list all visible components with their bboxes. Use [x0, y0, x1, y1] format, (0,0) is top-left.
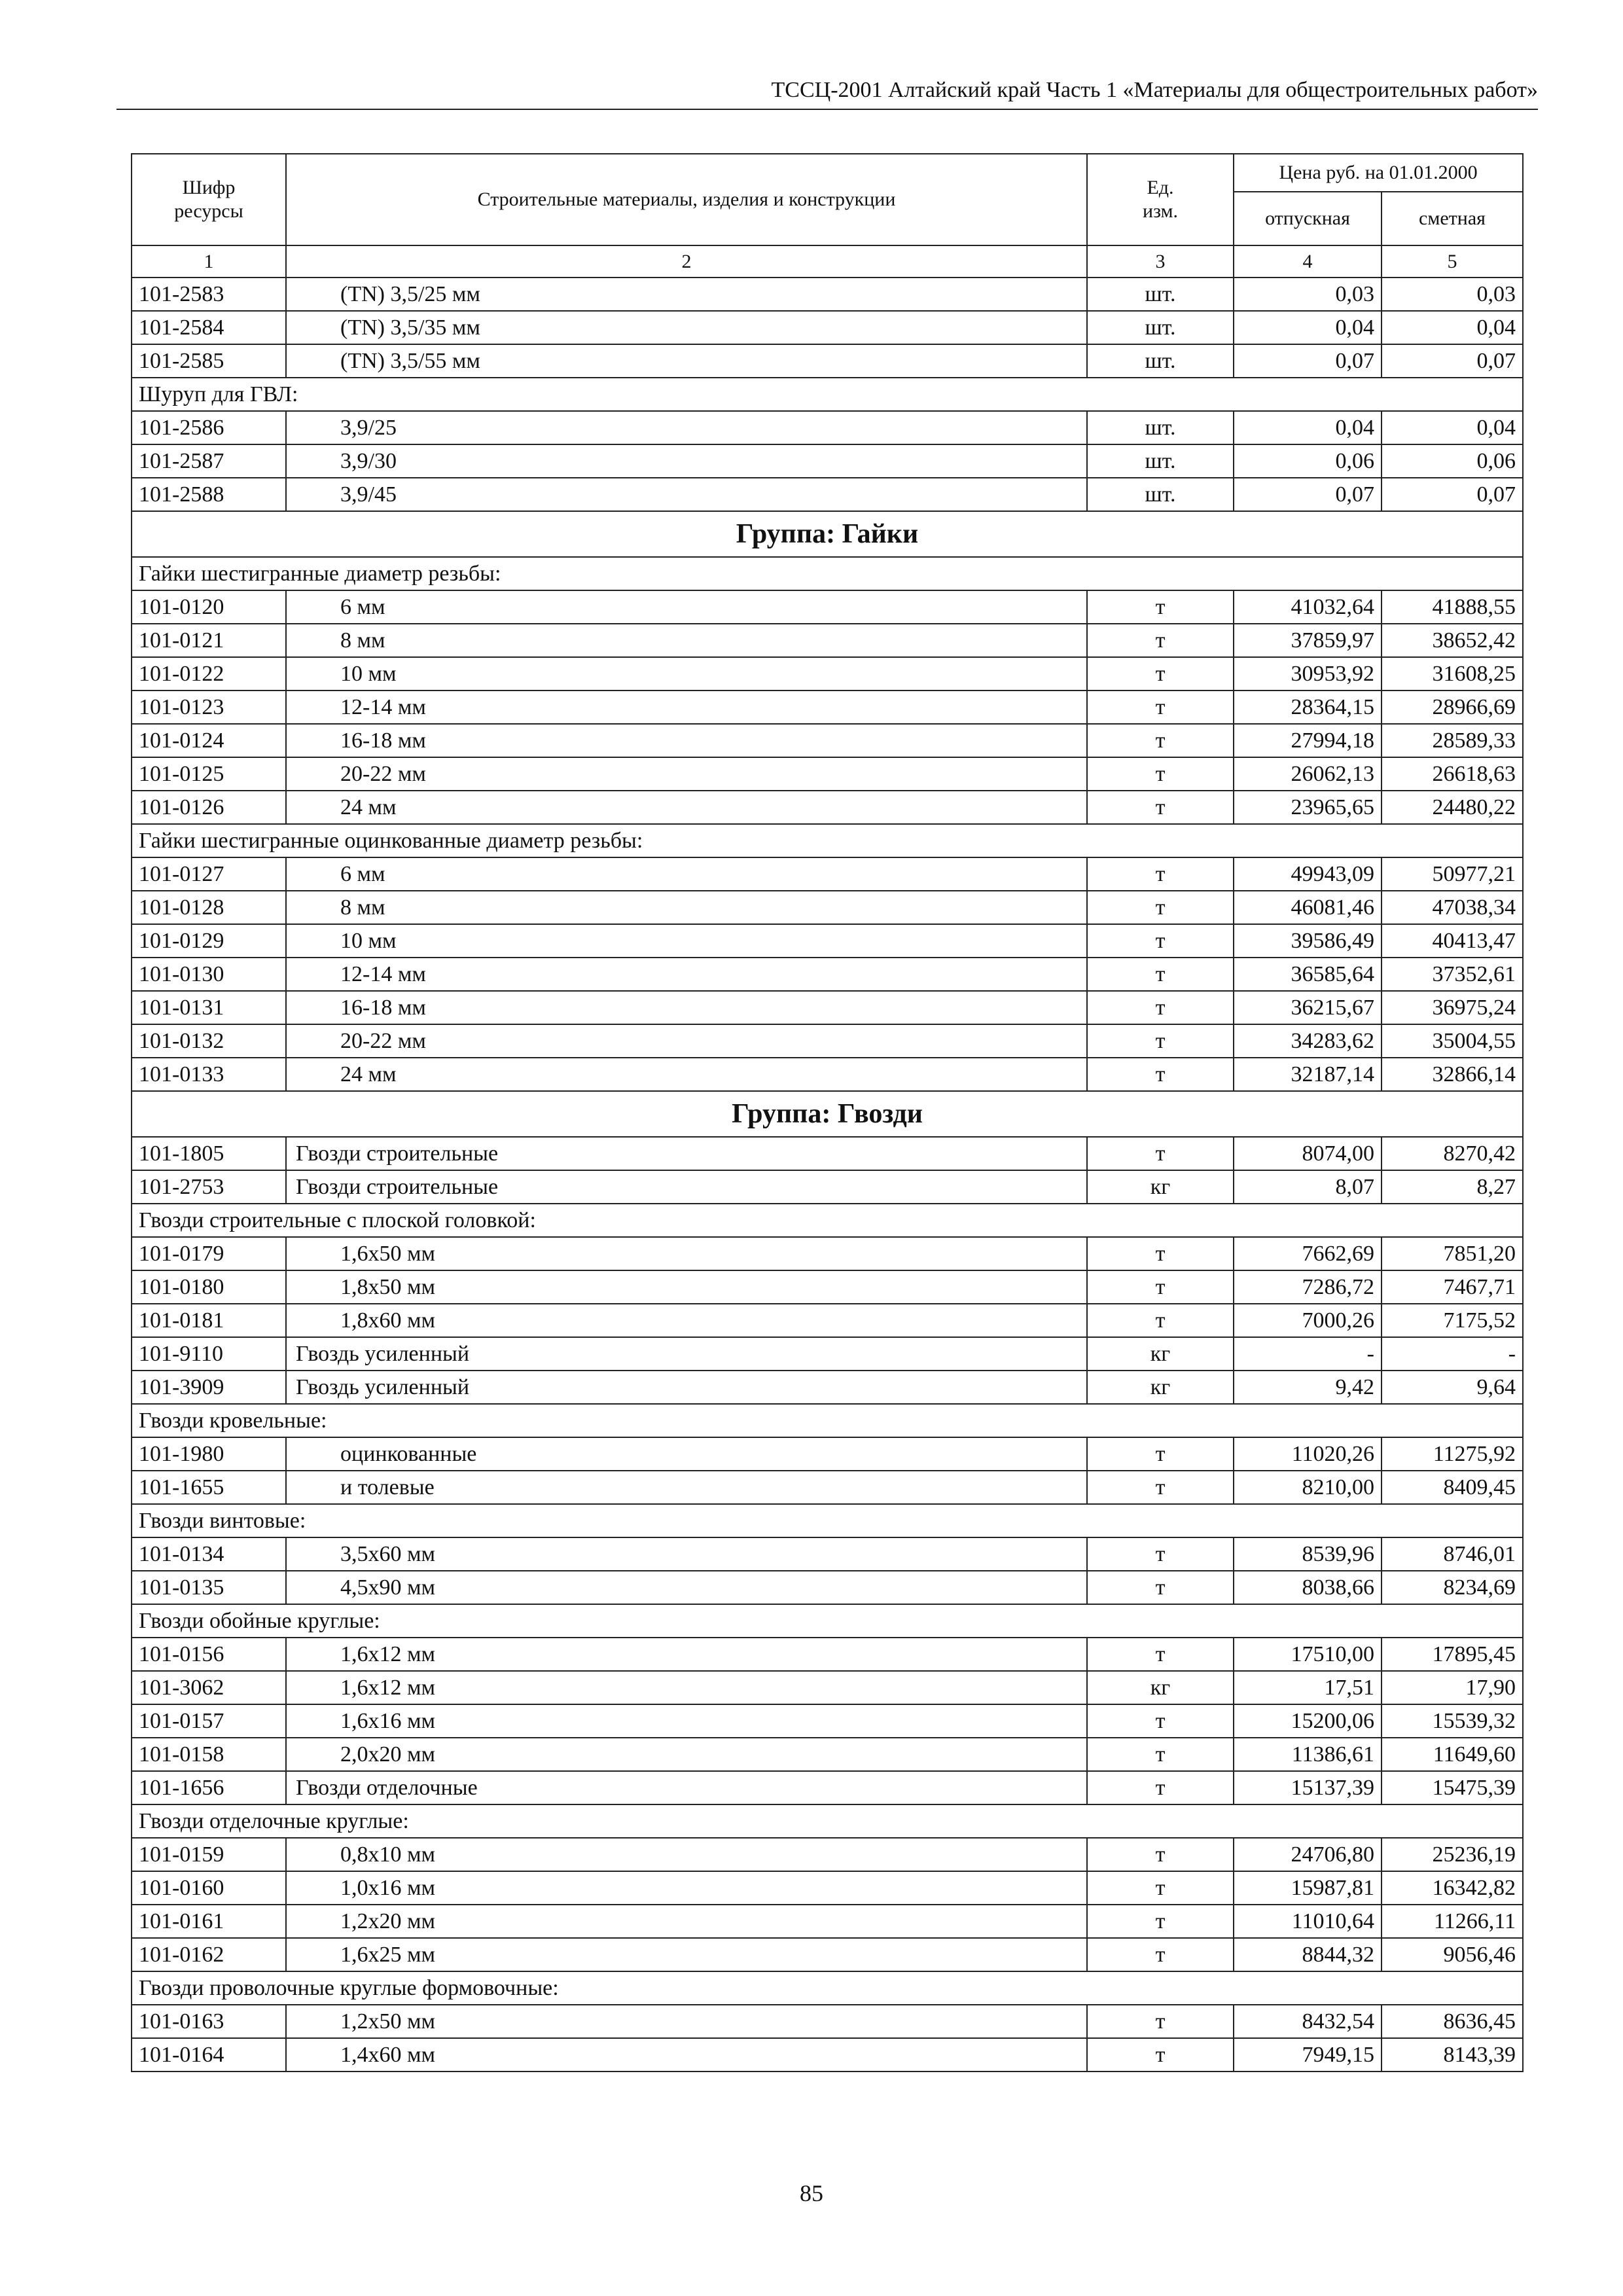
price-release-cell: 15987,81: [1234, 1871, 1382, 1905]
material-name: 1,6х16 мм: [286, 1704, 1087, 1738]
unit-cell: т: [1087, 991, 1234, 1024]
resource-code: 101-0121: [132, 624, 286, 657]
material-name: 1,2х20 мм: [286, 1905, 1087, 1938]
table-row: [132, 1371, 1523, 1404]
price-release-cell: 36585,64: [1234, 958, 1382, 991]
column-number: 3: [1087, 245, 1234, 278]
resource-code: 101-0128: [132, 891, 286, 924]
table-row: [132, 1304, 1523, 1337]
material-name: 1,0х16 мм: [286, 1871, 1087, 1905]
table-row: [132, 757, 1523, 791]
material-name: оцинкованные: [286, 1437, 1087, 1471]
price-release-cell: 0,07: [1234, 344, 1382, 378]
resource-code: 101-2753: [132, 1170, 286, 1204]
resource-code: 101-1655: [132, 1471, 286, 1504]
subheading-row: [132, 1604, 1523, 1638]
unit-cell: т: [1087, 791, 1234, 824]
price-estimate-cell: 15539,32: [1382, 1704, 1523, 1738]
price-estimate-cell: 38652,42: [1382, 624, 1523, 657]
price-estimate-cell: 11266,11: [1382, 1905, 1523, 1938]
table-row: [132, 2038, 1523, 2072]
table-row: [132, 1905, 1523, 1938]
resource-code: 101-0132: [132, 1024, 286, 1058]
unit-cell: шт.: [1087, 311, 1234, 344]
price-estimate-cell: 8143,39: [1382, 2038, 1523, 2072]
resource-code: 101-0180: [132, 1270, 286, 1304]
header-unit: Ед. изм.: [1087, 154, 1234, 245]
unit-cell: т: [1087, 891, 1234, 924]
resource-code: 101-0179: [132, 1237, 286, 1270]
resource-code: 101-0164: [132, 2038, 286, 2072]
resource-code: 101-1980: [132, 1437, 286, 1471]
resource-code: 101-0126: [132, 791, 286, 824]
price-release-cell: 46081,46: [1234, 891, 1382, 924]
unit-cell: кг: [1087, 1671, 1234, 1704]
unit-cell: т: [1087, 1704, 1234, 1738]
running-header: ТССЦ-2001 Алтайский край Часть 1 «Материалы для общестроительных работ»: [116, 77, 1538, 110]
price-estimate-cell: -: [1382, 1337, 1523, 1371]
price-estimate-cell: 36975,24: [1382, 991, 1523, 1024]
resource-code: 101-2585: [132, 344, 286, 378]
material-name: Гвозди строительные: [286, 1170, 1087, 1204]
material-name: 12-14 мм: [286, 691, 1087, 724]
unit-cell: т: [1087, 2005, 1234, 2038]
unit-cell: т: [1087, 958, 1234, 991]
price-table: [131, 153, 1524, 2072]
resource-code: 101-0124: [132, 724, 286, 757]
price-estimate-cell: 28589,33: [1382, 724, 1523, 757]
material-name: (TN) 3,5/25 мм: [286, 278, 1087, 311]
table-row: [132, 1671, 1523, 1704]
subheading-label: Гвозди проволочные круглые формовочные:: [132, 1971, 1523, 2005]
price-estimate-cell: 0,07: [1382, 344, 1523, 378]
subheading-row: [132, 1204, 1523, 1237]
subheading-row: [132, 378, 1523, 411]
price-release-cell: 0,03: [1234, 278, 1382, 311]
table-row: [132, 891, 1523, 924]
price-release-cell: 8210,00: [1234, 1471, 1382, 1504]
group-row: [132, 511, 1523, 557]
price-release-cell: 7286,72: [1234, 1270, 1382, 1304]
price-estimate-cell: 31608,25: [1382, 657, 1523, 691]
resource-code: 101-0158: [132, 1738, 286, 1771]
unit-cell: т: [1087, 1237, 1234, 1270]
column-number: 1: [132, 245, 286, 278]
unit-cell: т: [1087, 857, 1234, 891]
unit-cell: шт.: [1087, 478, 1234, 511]
unit-cell: т: [1087, 1270, 1234, 1304]
material-name: 1,8х50 мм: [286, 1270, 1087, 1304]
table-row: [132, 857, 1523, 891]
material-name: 1,6х12 мм: [286, 1638, 1087, 1671]
price-estimate-cell: 8234,69: [1382, 1571, 1523, 1604]
table-row: [132, 1571, 1523, 1604]
table-row: [132, 1058, 1523, 1091]
header-price-release: отпускная: [1234, 192, 1382, 245]
subheading-label: Гвозди обойные круглые:: [132, 1604, 1523, 1638]
table-row: [132, 278, 1523, 311]
table-row: [132, 1024, 1523, 1058]
price-release-cell: 41032,64: [1234, 590, 1382, 624]
price-estimate-cell: 8409,45: [1382, 1471, 1523, 1504]
price-release-cell: 36215,67: [1234, 991, 1382, 1024]
material-name: Гвоздь усиленный: [286, 1337, 1087, 1371]
subheading-label: Гайки шестигранные диаметр резьбы:: [132, 557, 1523, 590]
price-release-cell: 7662,69: [1234, 1237, 1382, 1270]
header-code: Шифр ресурсы: [132, 154, 286, 245]
resource-code: 101-2583: [132, 278, 286, 311]
price-estimate-cell: 16342,82: [1382, 1871, 1523, 1905]
table-row: [132, 590, 1523, 624]
price-release-cell: 9,42: [1234, 1371, 1382, 1404]
resource-code: 101-2584: [132, 311, 286, 344]
table-row: [132, 1838, 1523, 1871]
unit-cell: шт.: [1087, 411, 1234, 444]
resource-code: 101-0123: [132, 691, 286, 724]
price-estimate-cell: 24480,22: [1382, 791, 1523, 824]
price-release-cell: 32187,14: [1234, 1058, 1382, 1091]
price-release-cell: 0,06: [1234, 444, 1382, 478]
resource-code: 101-1656: [132, 1771, 286, 1804]
unit-cell: т: [1087, 1058, 1234, 1091]
subheading-row: [132, 824, 1523, 857]
material-name: 1,8х60 мм: [286, 1304, 1087, 1337]
material-name: Гвозди отделочные: [286, 1771, 1087, 1804]
price-release-cell: 17,51: [1234, 1671, 1382, 1704]
unit-cell: т: [1087, 1304, 1234, 1337]
unit-cell: шт.: [1087, 344, 1234, 378]
material-name: (TN) 3,5/55 мм: [286, 344, 1087, 378]
unit-cell: кг: [1087, 1371, 1234, 1404]
price-release-cell: 8539,96: [1234, 1537, 1382, 1571]
subheading-row: [132, 1804, 1523, 1838]
price-estimate-cell: 11649,60: [1382, 1738, 1523, 1771]
price-estimate-cell: 11275,92: [1382, 1437, 1523, 1471]
price-release-cell: 11386,61: [1234, 1738, 1382, 1771]
table-row: [132, 1437, 1523, 1471]
unit-cell: т: [1087, 1838, 1234, 1871]
price-release-cell: 23965,65: [1234, 791, 1382, 824]
material-name: Гвоздь усиленный: [286, 1371, 1087, 1404]
material-name: 8 мм: [286, 891, 1087, 924]
unit-cell: т: [1087, 924, 1234, 958]
table-row: [132, 311, 1523, 344]
table-head: [132, 154, 1523, 278]
price-release-cell: 17510,00: [1234, 1638, 1382, 1671]
table-row: [132, 1704, 1523, 1738]
material-name: 6 мм: [286, 590, 1087, 624]
table-row: [132, 958, 1523, 991]
resource-code: 101-0122: [132, 657, 286, 691]
material-name: 3,9/25: [286, 411, 1087, 444]
material-name: 3,5х60 мм: [286, 1537, 1087, 1571]
table-row: [132, 1170, 1523, 1204]
unit-cell: т: [1087, 1638, 1234, 1671]
table-row: [132, 478, 1523, 511]
unit-cell: т: [1087, 1871, 1234, 1905]
material-name: 12-14 мм: [286, 958, 1087, 991]
table-row: [132, 444, 1523, 478]
unit-cell: т: [1087, 624, 1234, 657]
price-release-cell: 0,07: [1234, 478, 1382, 511]
unit-cell: т: [1087, 757, 1234, 791]
resource-code: 101-0120: [132, 590, 286, 624]
resource-code: 101-0125: [132, 757, 286, 791]
resource-code: 101-0156: [132, 1638, 286, 1671]
table-row: [132, 1871, 1523, 1905]
unit-cell: т: [1087, 1471, 1234, 1504]
unit-cell: т: [1087, 590, 1234, 624]
material-name: 1,6х50 мм: [286, 1237, 1087, 1270]
price-estimate-cell: 17895,45: [1382, 1638, 1523, 1671]
price-estimate-cell: 50977,21: [1382, 857, 1523, 891]
price-estimate-cell: 32866,14: [1382, 1058, 1523, 1091]
price-release-cell: 11010,64: [1234, 1905, 1382, 1938]
price-estimate-cell: 7175,52: [1382, 1304, 1523, 1337]
material-name: и толевые: [286, 1471, 1087, 1504]
price-estimate-cell: 8636,45: [1382, 2005, 1523, 2038]
material-name: 16-18 мм: [286, 991, 1087, 1024]
unit-cell: кг: [1087, 1170, 1234, 1204]
subheading-label: Гвозди винтовые:: [132, 1504, 1523, 1537]
column-number: 4: [1234, 245, 1382, 278]
subheading-label: Гвозди кровельные:: [132, 1404, 1523, 1437]
material-name: 1,6х25 мм: [286, 1938, 1087, 1971]
resource-code: 101-0127: [132, 857, 286, 891]
resource-code: 101-3062: [132, 1671, 286, 1704]
unit-cell: т: [1087, 1437, 1234, 1471]
material-name: (TN) 3,5/35 мм: [286, 311, 1087, 344]
unit-cell: т: [1087, 657, 1234, 691]
price-release-cell: 37859,97: [1234, 624, 1382, 657]
unit-cell: шт.: [1087, 444, 1234, 478]
resource-code: 101-0163: [132, 2005, 286, 2038]
unit-cell: т: [1087, 1771, 1234, 1804]
resource-code: 101-0129: [132, 924, 286, 958]
subheading-row: [132, 1404, 1523, 1437]
group-row: [132, 1091, 1523, 1137]
price-estimate-cell: 25236,19: [1382, 1838, 1523, 1871]
price-release-cell: 34283,62: [1234, 1024, 1382, 1058]
price-estimate-cell: 0,03: [1382, 278, 1523, 311]
price-release-cell: 0,04: [1234, 411, 1382, 444]
price-release-cell: 7000,26: [1234, 1304, 1382, 1337]
unit-cell: т: [1087, 691, 1234, 724]
material-name: 1,4х60 мм: [286, 2038, 1087, 2072]
material-name: 10 мм: [286, 924, 1087, 958]
table-row: [132, 691, 1523, 724]
table-row: [132, 991, 1523, 1024]
table-row: [132, 1237, 1523, 1270]
price-release-cell: 39586,49: [1234, 924, 1382, 958]
material-name: 2,0х20 мм: [286, 1738, 1087, 1771]
table-row: [132, 1270, 1523, 1304]
price-release-cell: 8432,54: [1234, 2005, 1382, 2038]
subheading-label: Гвозди строительные с плоской головкой:: [132, 1204, 1523, 1237]
price-release-cell: 8074,00: [1234, 1137, 1382, 1170]
material-name: 20-22 мм: [286, 757, 1087, 791]
price-release-cell: 7949,15: [1234, 2038, 1382, 2072]
resource-code: 101-0133: [132, 1058, 286, 1091]
material-name: 20-22 мм: [286, 1024, 1087, 1058]
price-estimate-cell: 26618,63: [1382, 757, 1523, 791]
price-estimate-cell: 40413,47: [1382, 924, 1523, 958]
price-release-cell: 8844,32: [1234, 1938, 1382, 1971]
header-name: Строительные материалы, изделия и конструкции: [286, 154, 1087, 245]
column-number: 2: [286, 245, 1087, 278]
material-name: 24 мм: [286, 791, 1087, 824]
unit-cell: т: [1087, 1024, 1234, 1058]
table-row: [132, 1738, 1523, 1771]
resource-code: 101-2588: [132, 478, 286, 511]
unit-cell: т: [1087, 1905, 1234, 1938]
group-title: Группа: Гайки: [132, 511, 1523, 557]
price-estimate-cell: 28966,69: [1382, 691, 1523, 724]
price-estimate-cell: 7851,20: [1382, 1237, 1523, 1270]
material-name: Гвозди строительные: [286, 1137, 1087, 1170]
resource-code: 101-0181: [132, 1304, 286, 1337]
table-row: [132, 2005, 1523, 2038]
table-row: [132, 657, 1523, 691]
material-name: 24 мм: [286, 1058, 1087, 1091]
price-estimate-cell: 0,07: [1382, 478, 1523, 511]
unit-cell: кг: [1087, 1337, 1234, 1371]
price-estimate-cell: 17,90: [1382, 1671, 1523, 1704]
header-price: Цена руб. на 01.01.2000: [1234, 154, 1523, 192]
resource-code: 101-0162: [132, 1938, 286, 1971]
resource-code: 101-0134: [132, 1537, 286, 1571]
price-estimate-cell: 8746,01: [1382, 1537, 1523, 1571]
price-release-cell: 30953,92: [1234, 657, 1382, 691]
price-release-cell: 26062,13: [1234, 757, 1382, 791]
price-estimate-cell: 9056,46: [1382, 1938, 1523, 1971]
material-name: 3,9/45: [286, 478, 1087, 511]
resource-code: 101-3909: [132, 1371, 286, 1404]
price-estimate-cell: 47038,34: [1382, 891, 1523, 924]
price-release-cell: -: [1234, 1337, 1382, 1371]
subheading-row: [132, 1504, 1523, 1537]
price-estimate-cell: 9,64: [1382, 1371, 1523, 1404]
price-release-cell: 49943,09: [1234, 857, 1382, 891]
table-row: [132, 624, 1523, 657]
unit-cell: т: [1087, 1938, 1234, 1971]
price-release-cell: 15137,39: [1234, 1771, 1382, 1804]
table-row: [132, 791, 1523, 824]
price-estimate-cell: 0,04: [1382, 311, 1523, 344]
table-row: [132, 1938, 1523, 1971]
price-release-cell: 15200,06: [1234, 1704, 1382, 1738]
unit-cell: т: [1087, 2038, 1234, 2072]
price-release-cell: 28364,15: [1234, 691, 1382, 724]
unit-cell: шт.: [1087, 278, 1234, 311]
column-number: 5: [1382, 245, 1523, 278]
price-estimate-cell: 37352,61: [1382, 958, 1523, 991]
subheading-label: Гвозди отделочные круглые:: [132, 1804, 1523, 1838]
resource-code: 101-0161: [132, 1905, 286, 1938]
header-price-estimate: сметная: [1382, 192, 1523, 245]
table-row: [132, 344, 1523, 378]
resource-code: 101-0135: [132, 1571, 286, 1604]
table-row: [132, 724, 1523, 757]
table-row: [132, 1137, 1523, 1170]
resource-code: 101-9110: [132, 1337, 286, 1371]
unit-cell: т: [1087, 724, 1234, 757]
resource-code: 101-1805: [132, 1137, 286, 1170]
table-body: [132, 278, 1523, 2072]
resource-code: 101-0131: [132, 991, 286, 1024]
price-release-cell: 27994,18: [1234, 724, 1382, 757]
price-release-cell: 0,04: [1234, 311, 1382, 344]
unit-cell: т: [1087, 1738, 1234, 1771]
table-row: [132, 1638, 1523, 1671]
table-row: [132, 1337, 1523, 1371]
table-row: [132, 1471, 1523, 1504]
resource-code: 101-0160: [132, 1871, 286, 1905]
unit-cell: т: [1087, 1571, 1234, 1604]
price-estimate-cell: 35004,55: [1382, 1024, 1523, 1058]
price-estimate-cell: 41888,55: [1382, 590, 1523, 624]
material-name: 1,2х50 мм: [286, 2005, 1087, 2038]
price-estimate-cell: 0,06: [1382, 444, 1523, 478]
table-row: [132, 1771, 1523, 1804]
unit-cell: т: [1087, 1537, 1234, 1571]
material-name: 6 мм: [286, 857, 1087, 891]
resource-code: 101-2587: [132, 444, 286, 478]
subheading-label: Шуруп для ГВЛ:: [132, 378, 1523, 411]
price-estimate-cell: 15475,39: [1382, 1771, 1523, 1804]
material-name: 16-18 мм: [286, 724, 1087, 757]
price-release-cell: 24706,80: [1234, 1838, 1382, 1871]
column-number-row: [132, 245, 1523, 278]
resource-code: 101-0159: [132, 1838, 286, 1871]
price-estimate-cell: 8270,42: [1382, 1137, 1523, 1170]
price-estimate-cell: 0,04: [1382, 411, 1523, 444]
resource-code: 101-2586: [132, 411, 286, 444]
unit-cell: т: [1087, 1137, 1234, 1170]
material-name: 8 мм: [286, 624, 1087, 657]
price-estimate-cell: 8,27: [1382, 1170, 1523, 1204]
material-name: 1,6х12 мм: [286, 1671, 1087, 1704]
material-name: 3,9/30: [286, 444, 1087, 478]
price-release-cell: 8,07: [1234, 1170, 1382, 1204]
table-row: [132, 1537, 1523, 1571]
resource-code: 101-0157: [132, 1704, 286, 1738]
group-title: Группа: Гвозди: [132, 1091, 1523, 1137]
price-release-cell: 8038,66: [1234, 1571, 1382, 1604]
material-name: 10 мм: [286, 657, 1087, 691]
material-name: 0,8х10 мм: [286, 1838, 1087, 1871]
subheading-row: [132, 1971, 1523, 2005]
table-row: [132, 924, 1523, 958]
page-number: 85: [800, 2180, 823, 2206]
price-release-cell: 11020,26: [1234, 1437, 1382, 1471]
resource-code: 101-0130: [132, 958, 286, 991]
subheading-row: [132, 557, 1523, 590]
table-row: [132, 411, 1523, 444]
material-name: 4,5х90 мм: [286, 1571, 1087, 1604]
price-estimate-cell: 7467,71: [1382, 1270, 1523, 1304]
subheading-label: Гайки шестигранные оцинкованные диаметр резьбы:: [132, 824, 1523, 857]
